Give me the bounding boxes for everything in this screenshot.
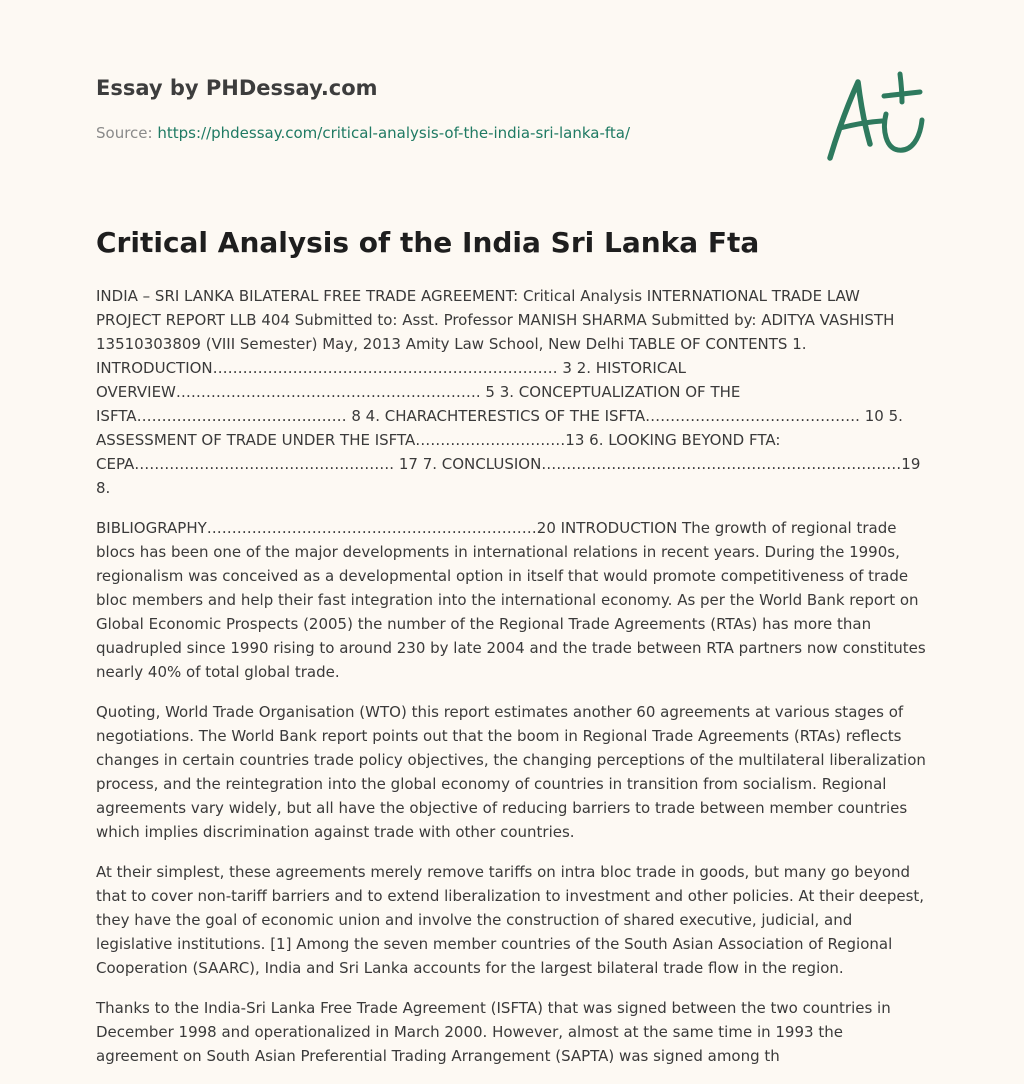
essay-body: [96, 284, 928, 1084]
source-link[interactable]: https://phdessay.com/critical-analysis-of-the-india-sri-lanka-fta/: [157, 124, 631, 142]
essay-paragraph: BIBLIOGRAPHY…………………………………………………………20 INTRODUCTION The growth of regional trade blocs has been one of the major developments in international relations in recent years. During the 1990s, regionalism was conceived as a developmental option in itself that would promote competitiveness of trade bloc members and help their fast integration into the international economy. As per the World Bank report on Global Economic Prospects (2005) the number of the Regional Trade Agreements (RTAs) has more than quadrupled since 1990 rising to around 230 by late 2004 and the trade between RTA partners now constitutes nearly 40% of total global trade.: [96, 519, 926, 681]
source-label: Source:: [96, 124, 153, 142]
a-plus-grade-icon: [822, 68, 928, 164]
essay-title: Critical Analysis of the India Sri Lanka Fta: [96, 226, 760, 259]
essay-paragraph: INDIA – SRI LANKA BILATERAL FREE TRADE AGREEMENT: Critical Analysis INTERNATIONAL TRADE LAW PROJECT REPORT LLB 404 Submitted to: Asst. Professor MANISH SHARMA Submitted by: ADITYA VASHISTH 13510303809 (VIII Semester) May, 2013 Amity Law School, New Delhi TABLE OF CONTENTS 1. INTRODUCTION…………………………………………………………… 3 2. HISTORICAL OVERVIEW……………………………………………………. 5 3. CONCEPTUALIZATION OF THE ISFTA…………………………………… 8 4. CHARACHTERESTICS OF THE ISFTA……………………………………. 10 5. ASSESSMENT OF TRADE UNDER THE ISFTA…………………………13 6. LOOKING BEYOND FTA: CEPA……………………………………………. 17 7. CONCLUSION………………………………………………………………19 8.: [96, 287, 921, 497]
source-line: [96, 124, 630, 142]
essay-paragraph: At their simplest, these agreements merely remove tariffs on intra bloc trade in goods, but many go beyond that to cover non-tariff barriers and to extend liberalization to investment and other policies. At their deepest, they have the goal of economic union and involve the construction of shared executive, judicial, and legislative institutions. [1] Among the seven member countries of the South Asian Association of Regional Cooperation (SAARC), India and Sri Lanka accounts for the largest bilateral trade flow in the region.: [96, 863, 925, 977]
essay-paragraph: Quoting, World Trade Organisation (WTO) this report estimates another 60 agreements at various stages of negotiations. The World Bank report points out that the boom in Regional Trade Agreements (RTAs) reflects changes in certain countries trade policy objectives, the changing perceptions of the multilateral liberalization process, and the reintegration into the global economy of countries in transition from socialism. Regional agreements vary widely, but all have the objective of reducing barriers to trade between member countries which implies discrimination against trade with other countries.: [96, 703, 926, 841]
essay-paragraph: Thanks to the India-Sri Lanka Free Trade Agreement (ISFTA) that was signed between the two countries in December 1998 and operationalized in March 2000. However, almost at the same time in 1993 the agreement on South Asian Preferential Trading Arrangement (SAPTA) was signed among th: [96, 999, 891, 1065]
site-brand: Essay by PHDessay.com: [96, 76, 378, 100]
